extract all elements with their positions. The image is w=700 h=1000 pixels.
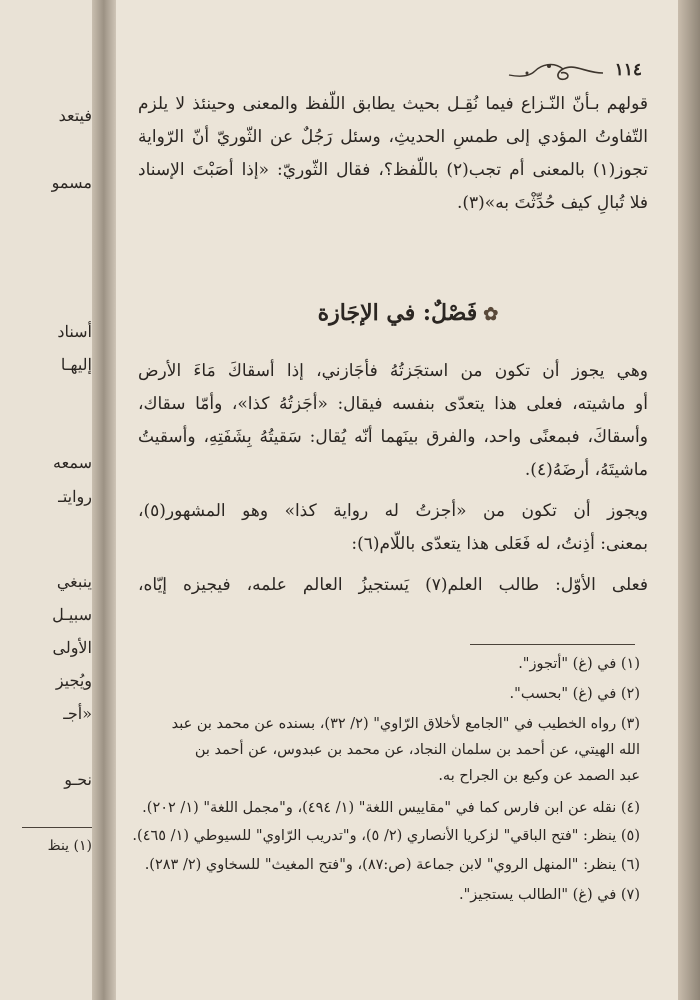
book-gutter (92, 0, 118, 1000)
text-line: قولهم بـأنّ النّـزاع فيما نُقِـل بحيث يطابق اللّفظ والمعنى وحينئذ لا يلزم (138, 94, 648, 114)
text-line: بمعنى: أذِنتُ، له فَعَلى هذا يتعدّى باللّام(٦): (351, 534, 648, 554)
left-fragment: نحـو (64, 770, 92, 789)
left-fragment: فيتعد (58, 106, 92, 125)
left-fragment: إليهـا (60, 355, 92, 374)
left-fragment: سمعه (53, 453, 92, 472)
flower-icon: ✿ (483, 304, 499, 325)
footnote: (٧) في (غ) "الطالب يستجيز". (459, 887, 640, 903)
footnote: (٣) رواه الخطيب في "الجامع لأخلاق الرّاوي" (٢/ ٣٢)، بسنده عن محمد بن عبد (171, 716, 640, 732)
footnote: (٥) ينظر: "فتح الباقي" لزكريا الأنصاري (٢/ ٥)، و"تدريب الرّاوي" للسيوطي (١/ ٤٦٥). (132, 828, 640, 844)
left-fragment: الأولى (52, 638, 92, 657)
footnote: (١) في (غ) "أتجوز". (518, 656, 640, 672)
text-line: ويجوز أن تكون من «أجزتُ له رواية كذا» وهو المشهور(٥)، (138, 501, 648, 521)
header-ornament-icon (505, 55, 605, 85)
left-footnote-rule (22, 827, 94, 828)
paragraph-top (138, 88, 648, 220)
left-fragment: ينبغي (56, 572, 92, 591)
footnote: (٢) في (غ) "بحسب". (509, 686, 640, 702)
section-heading (116, 300, 700, 326)
footnote: (٦) ينظر: "المنهل الروي" لابن جماعة (ص:٨٧)، و"فتح المغيث" للسخاوي (٢/ ٢٨٣). (144, 857, 640, 873)
left-fragment: ويُجيز (55, 671, 92, 690)
page-number: ١١٤ (614, 60, 642, 80)
text-line: وهي يجوز أن تكون من استجَزتُهُ فأجَازني، إذا أسقاكَ مَاءَ الأرض (138, 361, 648, 381)
footnote-continuation: الله الهيتي، عن أحمد بن سلمان النجاد، عن محمد بن عبدوس، عن أحمد بن (194, 742, 640, 758)
left-page-edge (0, 0, 98, 1000)
left-fragment: أسناد (57, 322, 92, 341)
left-fragment: مسمو (51, 173, 92, 192)
text-line: التّفاوتُ المؤدي إلى طمسِ الحديثِ، وسئل رَجُلٌ عن الثّوريّ أنّ الرّواية (138, 127, 648, 147)
footnote-continuation: عبد الصمد عن وكيع بن الجراح به. (438, 768, 640, 784)
footnote-separator (470, 644, 635, 645)
left-fragment: «أجـ (63, 704, 92, 723)
text-line: فعلى الأوّل: طالب العلم(٧) يَستجيزُ العالم علمه، فيجيزه إيّاه، (138, 575, 648, 595)
left-fragment: (١) ينظ (47, 838, 92, 854)
footnote: (٤) نقله عن ابن فارس كما في "مقاييس اللغة" (١/ ٤٩٤)، و"مجمل اللغة" (١/ ٢٠٢). (142, 800, 640, 816)
page-edge-shadow (678, 0, 700, 1000)
text-line: فلا تُبالِ كيف حُدِّثْتَ به»(٣). (456, 193, 648, 213)
left-fragment: روايتـ (58, 487, 92, 506)
section-heading-text: فَصْلٌ: في الإجَازة (317, 300, 478, 326)
text-line: أو ماشيته، فعلى هذا يتعدّى بنفسه فيقال: «أجَزتُهُ كذا»، وأمّا سقاك، (138, 394, 648, 414)
text-line: وأسقاكَ، فبمعنًى واحد، والفرق بينَهما أنّه يُقال: سَقيتُهُ بِشَفَتِهِ، وأسقيتُ (138, 427, 648, 447)
text-line: ماشيتَهُ، أرضَهُ(٤). (524, 460, 648, 480)
left-fragment: سبيـل (52, 605, 92, 624)
text-line: تجوز(١) بالمعنى أم تجب(٢) باللّفظ؟، فقال الثّوريّ: «إذا أصَبْتَ الإسناد (138, 160, 649, 180)
paragraph-section (138, 355, 648, 602)
